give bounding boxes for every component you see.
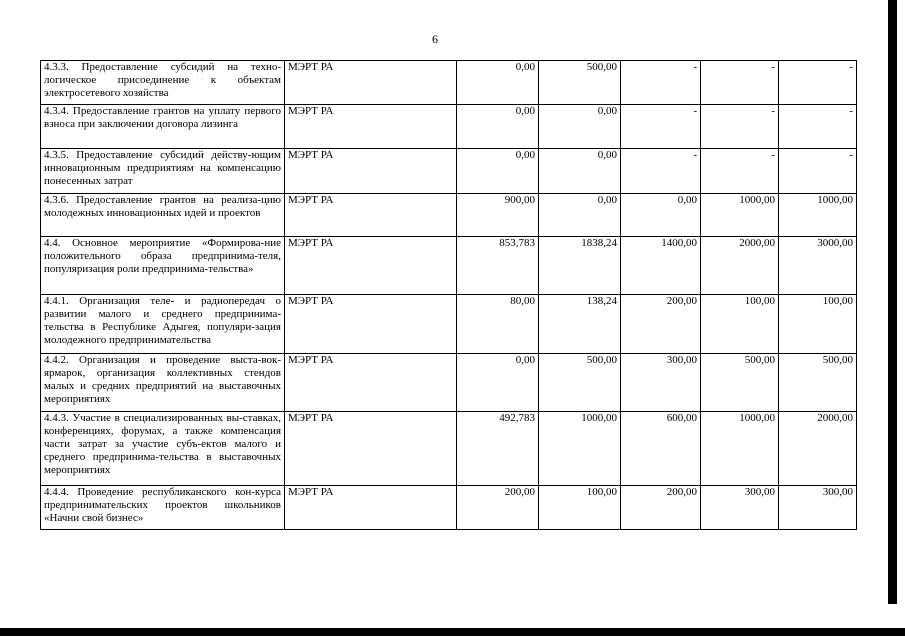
executor-cell: МЭРТ РА <box>285 194 457 237</box>
table-row <box>41 105 857 149</box>
value-cell-2: 1000,00 <box>539 412 621 486</box>
value-cell-1: 200,00 <box>457 486 539 530</box>
activity-name-cell: 4.3.4. Предоставление грантов на уплату первого взноса при заключении договора лизинга <box>41 105 285 149</box>
value-cell-4: 2000,00 <box>701 237 779 295</box>
table-row <box>41 486 857 530</box>
table-row <box>41 354 857 412</box>
value-cell-2: 500,00 <box>539 61 621 105</box>
value-cell-5: - <box>779 149 857 194</box>
value-cell-4: 300,00 <box>701 486 779 530</box>
table-row <box>41 412 857 486</box>
value-cell-1: 0,00 <box>457 61 539 105</box>
value-cell-2: 100,00 <box>539 486 621 530</box>
value-cell-2: 0,00 <box>539 149 621 194</box>
activity-name-cell: 4.4.3. Участие в специализированных вы-ставках, конференциях, форумах, а также компенсация части затрат за участие субъ-ектов малого и среднего предпринима-тельства в выставочных мероприятиях <box>41 412 285 486</box>
scan-edge-right <box>888 0 897 604</box>
value-cell-2: 138,24 <box>539 295 621 354</box>
activity-name-cell: 4.3.6. Предоставление грантов на реализа-цию молодежных инновационных идей и проектов <box>41 194 285 237</box>
activity-name-cell: 4.4.4. Проведение республиканского кон-курса предпринимательских проектов школьников «Начни свой бизнес» <box>41 486 285 530</box>
executor-cell: МЭРТ РА <box>285 412 457 486</box>
executor-cell: МЭРТ РА <box>285 486 457 530</box>
value-cell-1: 900,00 <box>457 194 539 237</box>
value-cell-3: 200,00 <box>621 295 701 354</box>
table-row <box>41 61 857 105</box>
value-cell-3: 1400,00 <box>621 237 701 295</box>
value-cell-3: 0,00 <box>621 194 701 237</box>
value-cell-5: 300,00 <box>779 486 857 530</box>
value-cell-3: 300,00 <box>621 354 701 412</box>
value-cell-2: 0,00 <box>539 194 621 237</box>
page-number: 6 <box>432 32 438 46</box>
activity-name-cell: 4.4.1. Организация теле- и радиопередач о развитии малого и среднего предпринима-тельства в Республике Адыгея, популяри-зация молодежного предпринимательства <box>41 295 285 354</box>
executor-cell: МЭРТ РА <box>285 149 457 194</box>
executor-cell: МЭРТ РА <box>285 354 457 412</box>
value-cell-3: - <box>621 149 701 194</box>
value-cell-5: - <box>779 61 857 105</box>
activity-name-cell: 4.3.3. Предоставление субсидий на техно-логическое присоединение к объектам электросетевого хозяйства <box>41 61 285 105</box>
value-cell-1: 80,00 <box>457 295 539 354</box>
value-cell-4: - <box>701 105 779 149</box>
value-cell-2: 1838,24 <box>539 237 621 295</box>
value-cell-4: 1000,00 <box>701 412 779 486</box>
value-cell-1: 0,00 <box>457 149 539 194</box>
value-cell-5: 100,00 <box>779 295 857 354</box>
table-row <box>41 295 857 354</box>
executor-cell: МЭРТ РА <box>285 237 457 295</box>
value-cell-3: 200,00 <box>621 486 701 530</box>
table-row <box>41 237 857 295</box>
table-row <box>41 194 857 237</box>
value-cell-4: 1000,00 <box>701 194 779 237</box>
value-cell-3: 600,00 <box>621 412 701 486</box>
value-cell-4: 100,00 <box>701 295 779 354</box>
executor-cell: МЭРТ РА <box>285 295 457 354</box>
activity-name-cell: 4.4.2. Организация и проведение выста-вок-ярмарок, организация коллективных стендов малых и средних предприятий на выставочных мероприятиях <box>41 354 285 412</box>
value-cell-5: 1000,00 <box>779 194 857 237</box>
value-cell-5: 500,00 <box>779 354 857 412</box>
table-row <box>41 149 857 194</box>
value-cell-1: 853,783 <box>457 237 539 295</box>
value-cell-2: 500,00 <box>539 354 621 412</box>
value-cell-4: - <box>701 61 779 105</box>
executor-cell: МЭРТ РА <box>285 105 457 149</box>
value-cell-3: - <box>621 105 701 149</box>
value-cell-5: 3000,00 <box>779 237 857 295</box>
value-cell-5: - <box>779 105 857 149</box>
activity-name-cell: 4.3.5. Предоставление субсидий действу-ющим инновационным предприятиям на компенсацию понесенных затрат <box>41 149 285 194</box>
value-cell-1: 492,783 <box>457 412 539 486</box>
value-cell-2: 0,00 <box>539 105 621 149</box>
scan-edge-bottom <box>0 628 905 636</box>
program-activities-table <box>40 60 857 530</box>
value-cell-4: 500,00 <box>701 354 779 412</box>
executor-cell: МЭРТ РА <box>285 61 457 105</box>
activity-name-cell: 4.4. Основное мероприятие «Формирова-ние положительного образа предпринима-теля, популяризация роли предпринима-тельства» <box>41 237 285 295</box>
value-cell-1: 0,00 <box>457 105 539 149</box>
value-cell-3: - <box>621 61 701 105</box>
value-cell-4: - <box>701 149 779 194</box>
value-cell-1: 0,00 <box>457 354 539 412</box>
value-cell-5: 2000,00 <box>779 412 857 486</box>
